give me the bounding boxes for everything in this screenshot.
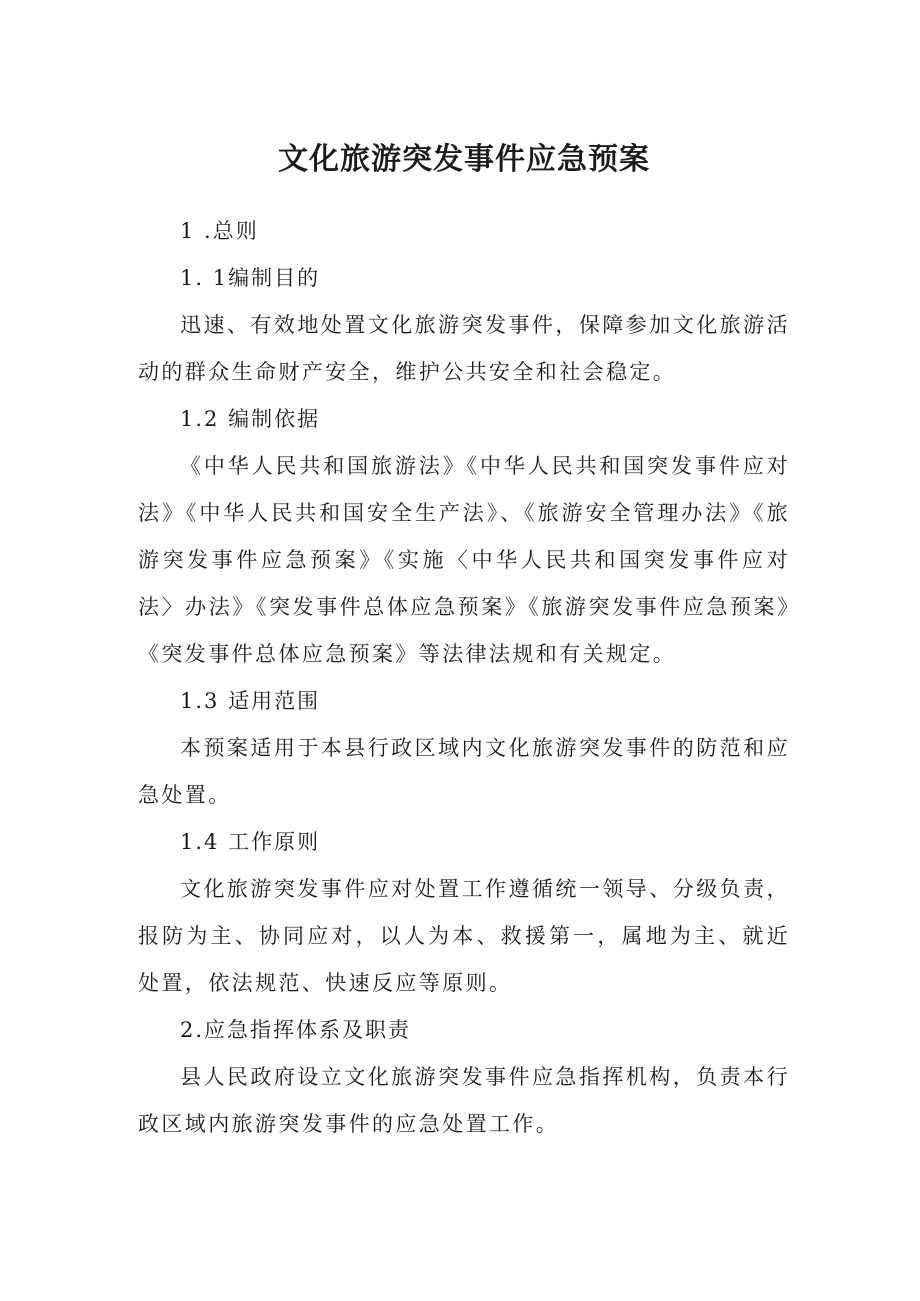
paragraph-principles: 文化旅游突发事件应对处置工作遵循统一领导、分级负责，报防为主、协同应对，以人为本、救援第一，属地为主、就近处置，依法规范、快速反应等原则。 bbox=[138, 877, 790, 995]
section-heading-scope: 1.3 适用范围 bbox=[180, 689, 321, 713]
section-heading-purpose: 1. 1编制目的 bbox=[180, 266, 321, 290]
paragraph-purpose: 迅速、有效地处置文化旅游突发事件，保障参加文化旅游活动的群众生命财产安全，维护公共安全和社会稳定。 bbox=[138, 313, 790, 384]
document-title: 文化旅游突发事件应急预案 bbox=[278, 142, 650, 177]
section-heading-command-system: 2.应急指挥体系及职责 bbox=[180, 1018, 412, 1042]
document-page bbox=[138, 130, 790, 1148]
section-heading-general: 1 .总则 bbox=[180, 219, 259, 243]
paragraph-scope: 本预案适用于本县行政区域内文化旅游突发事件的防范和应急处置。 bbox=[138, 736, 790, 807]
paragraph-basis: 《中华人民共和国旅游法》《中华人民共和国突发事件应对法》《中华人民共和国安全生产法》、《旅游安全管理办法》《旅游突发事件应急预案》《实施〈中华人民共和国突发事件应对法〉办法》《突发事件总体应急预案》《旅游突发事件应急预案》《突发事件总体应急预案》等法律法规和有关规定。 bbox=[138, 454, 790, 666]
paragraph-command-system: 县人民政府设立文化旅游突发事件应急指挥机构，负责本行政区域内旅游突发事件的应急处置工作。 bbox=[138, 1065, 790, 1136]
section-heading-principles: 1.4 工作原则 bbox=[180, 830, 321, 854]
section-heading-basis: 1.2 编制依据 bbox=[180, 407, 321, 431]
